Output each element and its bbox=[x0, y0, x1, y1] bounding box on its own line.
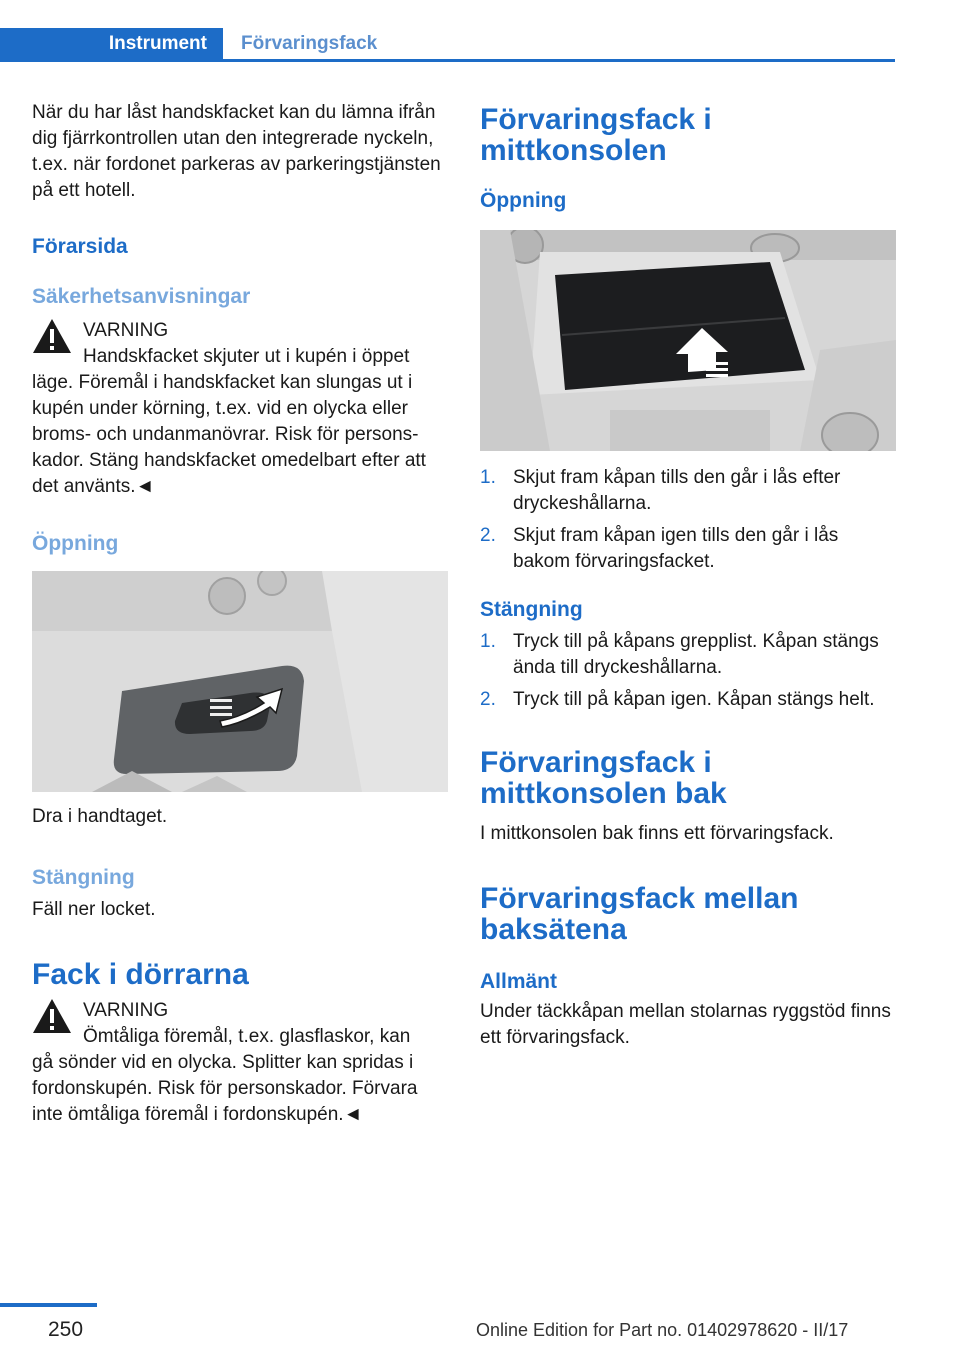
step-text: Skjut fram kåpan tills den går i lås efter dryckeshållarna. bbox=[513, 467, 841, 514]
center-console-illustration bbox=[480, 230, 896, 451]
center-console-figure bbox=[480, 230, 896, 451]
heading-stangning-right: Stängning bbox=[480, 598, 583, 621]
warning-title: VARNING bbox=[83, 1000, 169, 1021]
step-text: Skjut fram kåpan igen tills den går i lås bakom förvaringsfacket. bbox=[513, 525, 839, 572]
open-steps-list bbox=[480, 465, 896, 575]
heading-mellan-baksatena: Förvaringsfack mellan baksätena bbox=[480, 882, 799, 946]
left-column bbox=[32, 100, 448, 1128]
glovebox-figure bbox=[32, 571, 448, 792]
step-number: 1. bbox=[480, 631, 496, 652]
heading-forvaringsfack-mittkonsolen: Förvaringsfack i mittkonsolen bbox=[480, 103, 712, 167]
heading-sakerhetsanvisningar: Säkerhetsanvisningar bbox=[32, 285, 251, 308]
warning-box-glovebox bbox=[32, 318, 448, 500]
heading-mittkonsolen-bak: Förvaringsfack i mittkonsolen bak bbox=[480, 746, 727, 810]
warning-text-first-line: Handskfacket skjuter ut i kupén i öppet bbox=[83, 346, 410, 367]
glovebox-illustration bbox=[32, 571, 448, 792]
warning-text-first-line: Ömtåliga föremål, t.ex. glasflaskor, kan bbox=[83, 1026, 411, 1047]
warning-text: gå sönder vid en olycka. Splitter kan spridas i fordonskupén. Risk för personskador. Förvara inte ömtåliga föremål i fordonskupén.◄ bbox=[32, 1052, 418, 1125]
chapter-tab-instrument[interactable]: Instrument bbox=[0, 28, 223, 59]
list-item bbox=[480, 523, 896, 575]
list-item bbox=[480, 629, 896, 681]
allmant-text: Under täckkåpan mellan stolarnas ryggstöd finns ett förvaringsfack. bbox=[480, 1001, 891, 1048]
step-number: 2. bbox=[480, 525, 496, 546]
warning-triangle-icon bbox=[32, 318, 72, 354]
right-column bbox=[480, 100, 896, 1051]
footer-edition: Online Edition for Part no. 01402978620 - II/17 bbox=[476, 1320, 849, 1340]
heading-fack-i-dorrarna: Fack i dörrarna bbox=[32, 958, 249, 991]
step-text: Tryck till på kåpans grepplist. Kåpan stängs ända till dryckeshållarna. bbox=[513, 631, 879, 678]
page-header bbox=[0, 28, 895, 62]
page-number: 250 bbox=[48, 1318, 84, 1341]
heading-oppning: Öppning bbox=[32, 532, 119, 555]
footer-rule bbox=[0, 1303, 97, 1307]
header-rule bbox=[0, 59, 895, 62]
step-number: 2. bbox=[480, 689, 496, 710]
heading-stangning: Stängning bbox=[32, 866, 135, 889]
warning-title: VARNING bbox=[83, 320, 169, 341]
heading-oppning-right: Öppning bbox=[480, 189, 567, 212]
chapter-tab-forvaringsfack[interactable]: Förvaringsfack bbox=[241, 32, 378, 54]
bak-text: I mittkonsolen bak finns ett förvaringsfack. bbox=[480, 823, 834, 844]
intro-paragraph: När du har låst handskfacket kan du lämna ifrån dig fjärrkontrollen utan den integrerade nyckeln, t.ex. när fordonet parkeras av parkeringstjänsten på ett hotell. bbox=[32, 102, 441, 201]
heading-allmant: Allmänt bbox=[480, 970, 558, 993]
warning-text: läge. Föremål i handskfacket kan slungas ut i kupén under körning, t.ex. vid en olycka eller broms- och undanmanövrar. Risk för personskador. Stäng handskfacket omedelbart efter att det använts.◄ bbox=[32, 372, 426, 497]
list-item bbox=[480, 687, 896, 713]
stangning-instruction: Fäll ner locket. bbox=[32, 899, 156, 920]
step-number: 1. bbox=[480, 467, 496, 488]
oppning-instruction: Dra i handtaget. bbox=[32, 806, 168, 827]
heading-forarsida: Förarsida bbox=[32, 235, 128, 258]
warning-triangle-icon bbox=[32, 998, 72, 1034]
close-steps-list bbox=[480, 629, 896, 713]
warning-box-doors bbox=[32, 998, 448, 1128]
step-text: Tryck till på kåpan igen. Kåpan stängs helt. bbox=[513, 689, 875, 710]
list-item bbox=[480, 465, 896, 517]
